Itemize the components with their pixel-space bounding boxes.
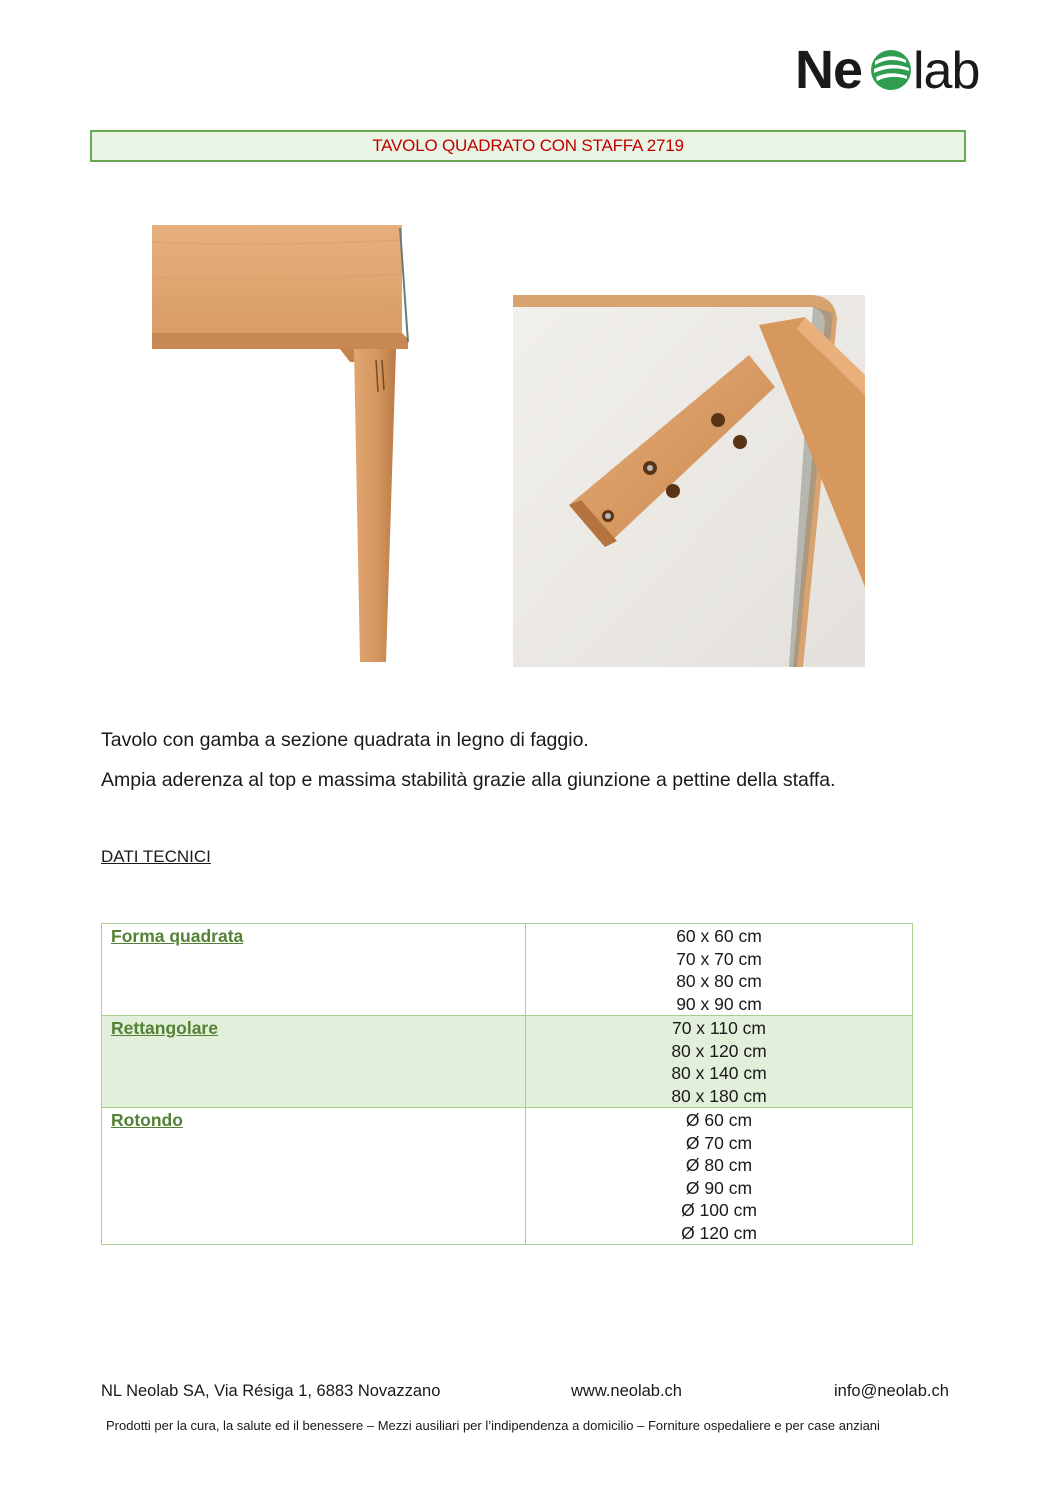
neolab-logo [795,36,1015,100]
product-title: TAVOLO QUADRATO CON STAFFA 2719 [90,130,966,162]
spec-values-cell [526,1016,913,1108]
footer-website-link[interactable]: www.neolab.ch [571,1382,682,1400]
spec-value: Ø 80 cm [685,1155,753,1175]
spec-value: 80 x 140 cm [671,1063,767,1083]
spec-value: 70 x 110 cm [671,1018,767,1038]
table-row [102,1108,913,1245]
spec-values-cell [526,924,913,1016]
spec-label[interactable]: Forma quadrata [111,926,244,946]
spec-value: 80 x 80 cm [676,971,762,991]
spec-label[interactable]: Rettangolare [111,1018,218,1038]
spec-values-cell [526,1108,913,1245]
neolab-hand-mark-icon [871,50,911,90]
technical-data-table [101,923,913,1245]
table-corner-leg-photo [150,222,415,667]
spec-label[interactable]: Rotondo [111,1110,183,1130]
footer-address: NL Neolab SA, Via Résiga 1, 6883 Novazzano [101,1382,441,1400]
table-row [102,1016,913,1108]
description-line-1: Tavolo con gamba a sezione quadrata in legno di faggio. [101,729,589,751]
spec-value: Ø 60 cm [685,1110,753,1130]
spec-value: 80 x 120 cm [671,1040,767,1061]
spec-value: Ø 100 cm [681,1200,757,1220]
spec-value: 60 x 60 cm [676,926,762,946]
description-line-2: Ampia aderenza al top e massima stabilità grazie alla giunzione a pettine della staffa. [101,769,836,791]
svg-text:Ne: Ne [795,40,863,100]
footer-tagline: Prodotti per la cura, la salute ed il benessere – Mezzi ausiliari per l’indipendenza a domicilio – Forniture ospedaliere e per case anziani [106,1418,880,1433]
spec-label-cell [102,924,526,1016]
spec-value: 90 x 90 cm [676,993,762,1014]
svg-text:lab: lab [913,42,980,100]
spec-value: Ø 90 cm [685,1177,753,1198]
spec-label-cell [102,1108,526,1245]
section-heading-technical-data: DATI TECNICI [101,847,211,866]
spec-label-cell [102,1016,526,1108]
footer-email-link[interactable]: info@neolab.ch [834,1382,949,1400]
spec-value: Ø 120 cm [681,1222,757,1243]
spec-value: 80 x 180 cm [671,1085,767,1106]
table-underside-bracket-photo [513,295,865,667]
table-row [102,924,913,1016]
spec-value: 70 x 70 cm [676,948,762,969]
spec-value: Ø 70 cm [685,1132,753,1153]
